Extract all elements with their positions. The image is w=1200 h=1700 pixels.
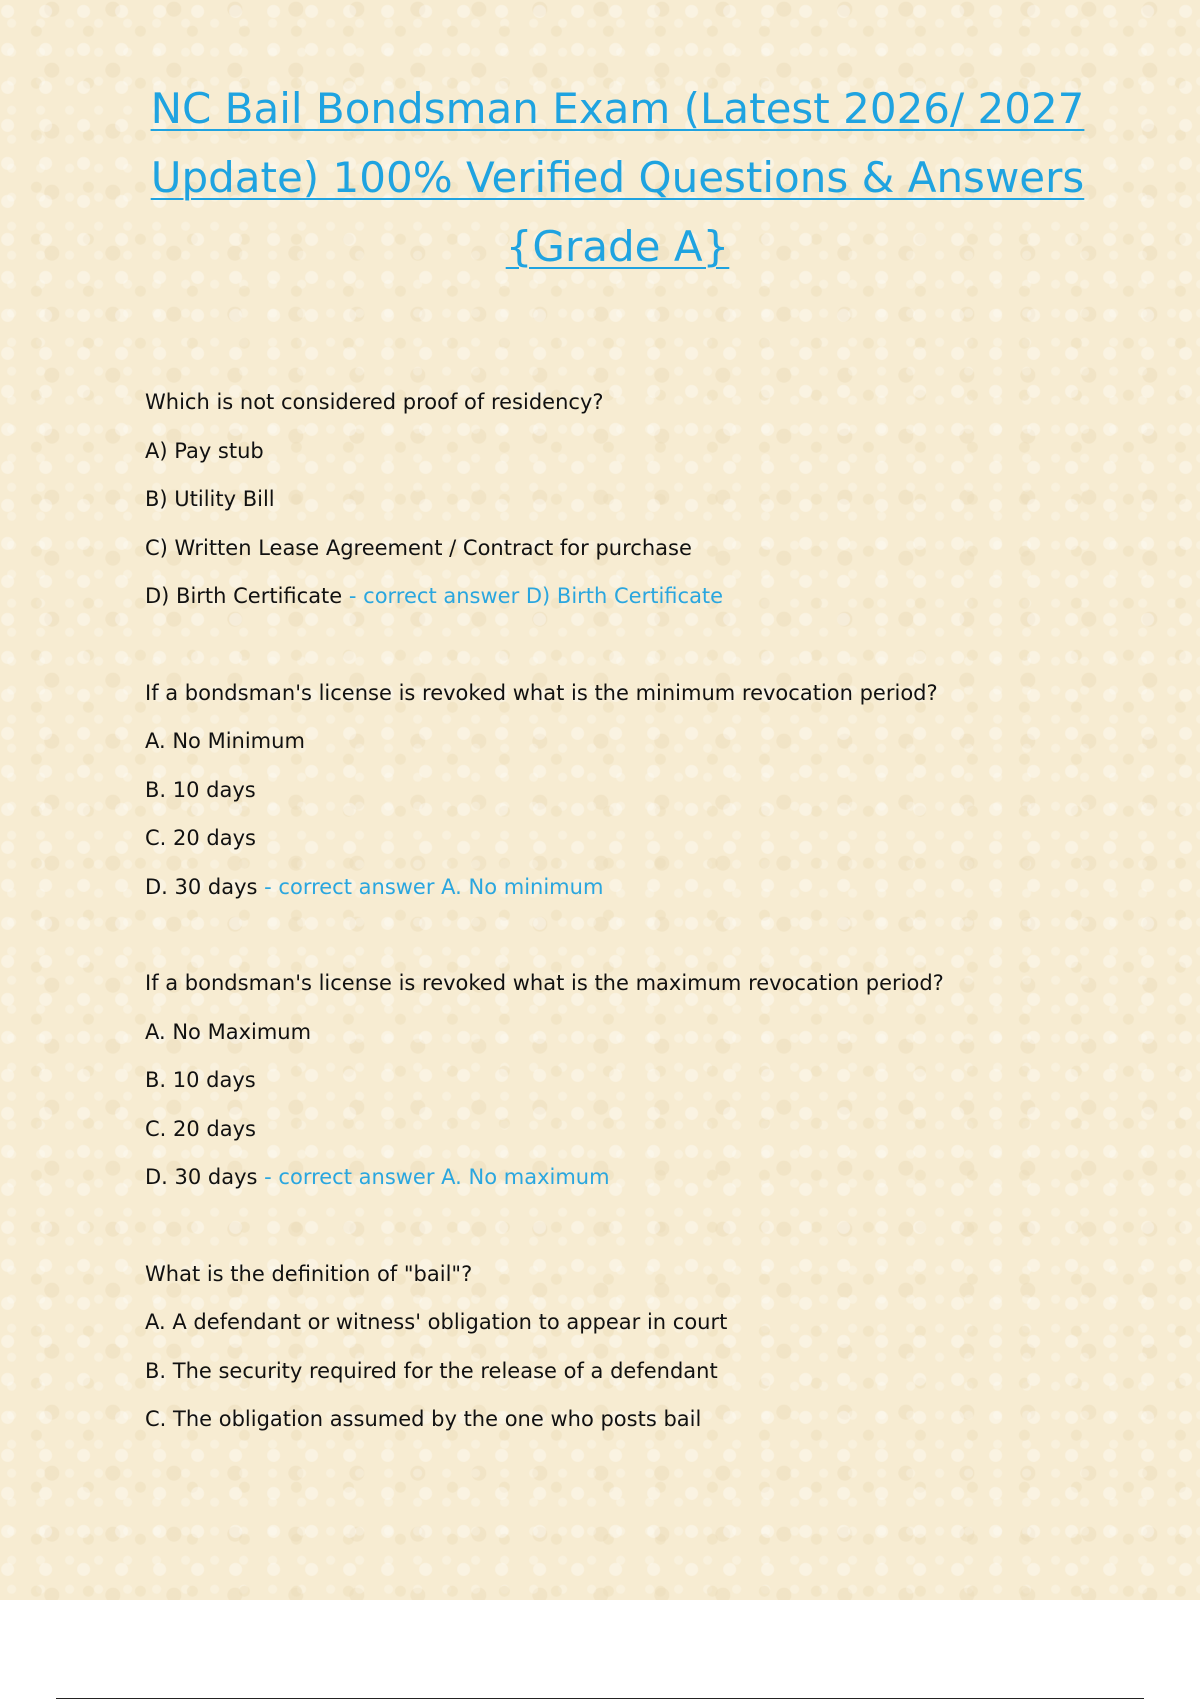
question-text: Which is not considered proof of residency? — [145, 390, 604, 414]
question-block — [145, 669, 1145, 912]
correct-answer-text: - correct answer A. No minimum — [257, 874, 604, 899]
document-title-link[interactable]: NC Bail Bondsman Exam (Latest 2026/ 2027 Update) 100% Verified Questions & Answers {Grade A} — [150, 84, 1085, 271]
answer-option: B. The security required for the release of a defendant — [145, 1358, 718, 1383]
question-list — [145, 378, 1145, 1492]
question-block — [145, 378, 1145, 621]
answer-option: A) Pay stub — [145, 438, 264, 463]
answer-option-with-answer — [145, 572, 1145, 621]
question-text: What is the definition of "bail"? — [145, 1261, 473, 1286]
answer-option: C. The obligation assumed by the one who posts bail — [145, 1407, 702, 1431]
answer-option: B. 10 days — [145, 777, 256, 802]
question-text: If a bondsman's license is revoked what is the maximum revocation period? — [145, 971, 944, 995]
answer-option: A. No Maximum — [145, 1019, 312, 1044]
correct-answer-text: - correct answer A. No maximum — [257, 1165, 610, 1189]
answer-option: C. 20 days — [145, 1116, 256, 1141]
question-block — [145, 959, 1145, 1202]
answer-option: A. No Minimum — [145, 729, 305, 753]
answer-option: A. A defendant or witness' obligation to appear in court — [145, 1310, 728, 1334]
answer-option: B. 10 days — [145, 1068, 256, 1092]
question-text: If a bondsman's license is revoked what is the minimum revocation period? — [145, 680, 938, 705]
answer-option: B) Utility Bill — [145, 487, 275, 511]
answer-option-with-answer — [145, 863, 1145, 912]
footer-divider — [56, 1698, 1144, 1699]
answer-option: C) Written Lease Agreement / Contract for purchase — [145, 535, 692, 560]
answer-option: D. 30 days — [145, 874, 258, 899]
question-block — [145, 1250, 1145, 1444]
answer-option: D. 30 days — [145, 1165, 258, 1189]
answer-option: C. 20 days — [145, 826, 256, 850]
answer-option-with-answer — [145, 1153, 1145, 1202]
correct-answer-text: - correct answer D) Birth Certificate — [342, 584, 724, 608]
answer-option: D) Birth Certificate — [145, 584, 343, 608]
